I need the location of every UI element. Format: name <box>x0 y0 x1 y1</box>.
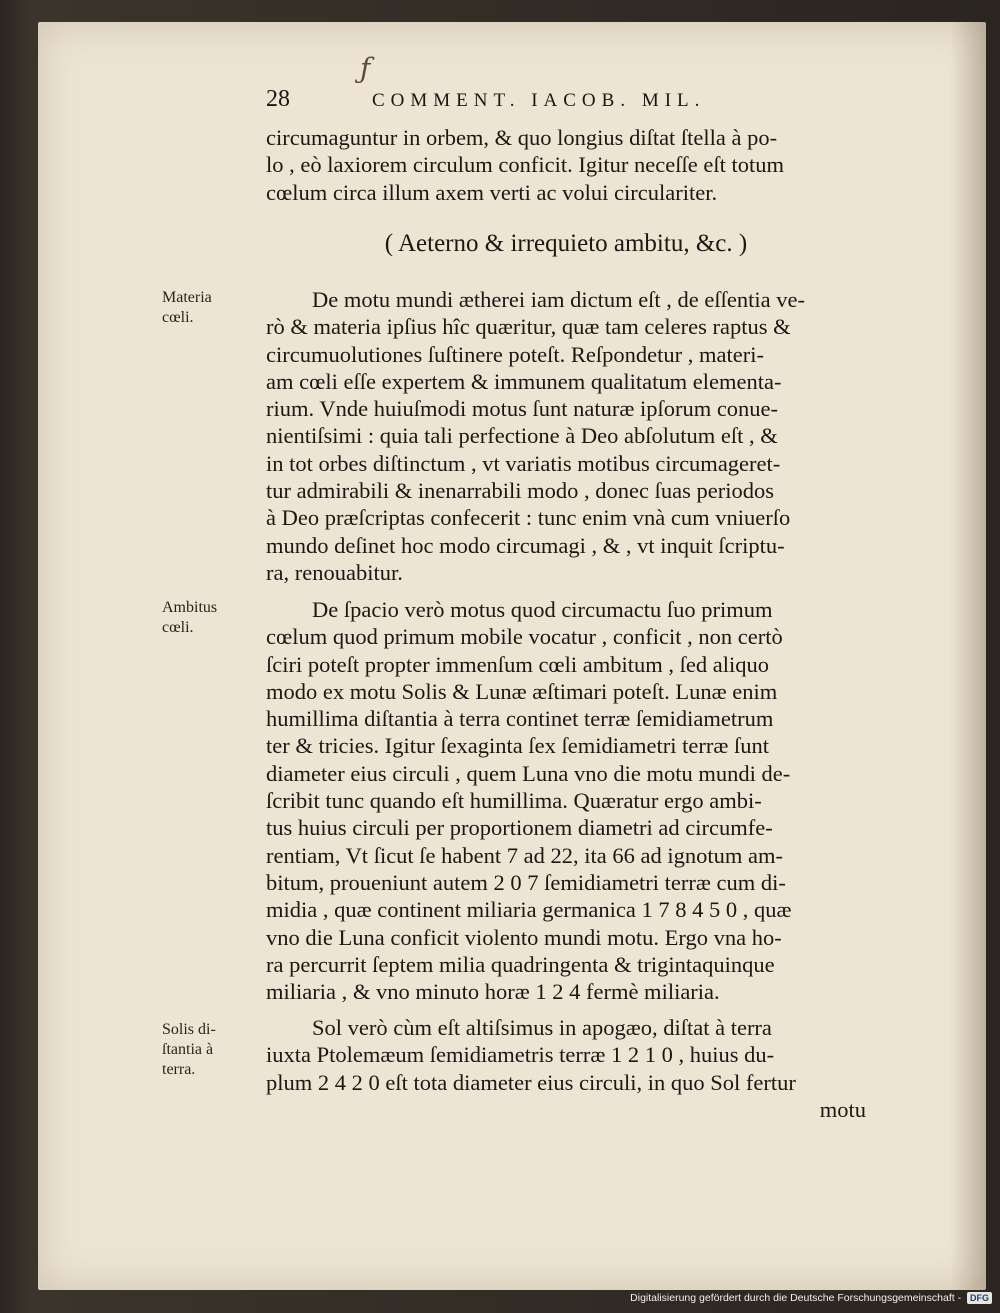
text-line: circumaguntur in orbem, & quo longius diſtat ſtella à po- <box>266 125 778 150</box>
text-line: ſciri poteſt propter immenſum cœli ambitum , ſed aliquo <box>266 651 770 677</box>
paragraph-ambitus <box>266 596 866 1005</box>
footer-text: Digitalisierung gefördert durch die Deutsche Forschungsgemeinschaft - <box>630 1292 962 1304</box>
text-line: in tot orbes diſtinctum , vt variatis motibus circumageret- <box>266 450 781 476</box>
running-head: COMMENT. IACOB. MIL. <box>372 90 706 111</box>
margin-note-line: Solis di- <box>162 1021 216 1038</box>
text-line: iuxta Ptolemæum ſemidiametris terræ 1 2 1 0 , huius du- <box>266 1042 775 1068</box>
margin-note-materia <box>162 288 262 328</box>
text-line: nientiſsimi : quia tali perfectione à Deo abſolutum eſt , & <box>266 423 778 449</box>
text-line: circumuolutiones ſuſtinere poteſt. Reſpondetur , materi- <box>266 341 764 367</box>
ink-mark: ƒ <box>360 52 371 85</box>
text-line: mundo deſinet hoc modo circumagi , & , vt inquit ſcriptu- <box>266 532 785 558</box>
text-line: ra percurrit ſeptem milia quadringenta & trigintaquinque <box>266 951 775 977</box>
digitization-footer <box>612 1292 992 1310</box>
text-line: rò & materia ipſius hîc quæritur, quæ tam celeres raptus & <box>266 314 791 340</box>
margin-note-solis <box>162 1020 262 1080</box>
text-line: à Deo præſcriptas confecerit : tunc enim vnà cum vniuerſo <box>266 505 791 531</box>
text-line: plum 2 4 2 0 eſt tota diameter eius circuli, in quo Sol fertur <box>266 1069 796 1095</box>
paragraph-materia <box>266 286 866 586</box>
text-line: tus huius circuli per proportionem diametri ad circumfe- <box>266 815 773 841</box>
page-gutter-shadow <box>950 22 986 1290</box>
text-line: De motu mundi ætherei iam dictum eſt , de eſſentia ve- <box>312 287 805 312</box>
margin-note-line: Ambitus <box>162 599 218 616</box>
text-line: vno die Luna conficit violento mundi motu. Ergo vna ho- <box>266 924 782 950</box>
text-line: midia , quæ continent miliaria germanica 1 7 8 4 5 0 , quæ <box>266 897 792 923</box>
text-line: De ſpacio verò motus quod circumactu ſuo primum <box>312 597 773 622</box>
text-line: cœlum circa illum axem verti ac volui circulariter. <box>266 179 718 205</box>
text-line: bitum, proueniunt autem 2 0 7 ſemidiametri terræ cum di- <box>266 869 786 895</box>
text-line: miliaria , & vno minuto horæ 1 2 4 fermè miliaria. <box>266 979 720 1005</box>
text-line: Sol verò cùm eſt altiſsimus in apogæo, diſtat à terra <box>312 1015 772 1040</box>
margin-note-line: ſtantia à <box>162 1041 214 1058</box>
text-line: modo ex motu Solis & Lunæ æſtimari poteſt. Lunæ enim <box>266 678 778 704</box>
text-line: humillima diſtantia à terra continet terræ ſemidiametrum <box>266 706 774 732</box>
text-line: diameter eius circuli , quem Luna vno die motu mundi de- <box>266 760 791 786</box>
text-line: ra, renouabitur. <box>266 559 403 585</box>
margin-note-line: cœli. <box>162 619 194 636</box>
margin-note-line: cœli. <box>162 309 194 326</box>
text-line: tur admirabili & inenarrabili modo , donec ſuas periodos <box>266 478 774 504</box>
margin-note-ambitus <box>162 598 262 638</box>
dfg-logo: DFG <box>967 1292 992 1304</box>
page-number: 28 <box>266 86 290 112</box>
text-line: lo , eò laxiorem circulum conficit. Igitur neceſſe eſt totum <box>266 152 784 178</box>
text-line: ſcribit tunc quando eſt humillima. Quæratur ergo ambi- <box>266 788 762 814</box>
margin-note-line: Materia <box>162 289 212 306</box>
margin-note-line: terra. <box>162 1061 196 1078</box>
text-line: rentiam, Vt ſicut ſe habent 7 ad 22, ita 66 ad ignotum am- <box>266 842 783 868</box>
text-line: am cœli eſſe expertem & immunem qualitatum elementa- <box>266 368 782 394</box>
section-heading: ( Aeterno & irrequieto ambitu, &c. ) <box>384 230 748 257</box>
text-line: ter & tricies. Igitur ſexaginta ſex ſemidiametri terræ ſunt <box>266 733 769 759</box>
opening-paragraph <box>266 124 866 206</box>
catchword: motu <box>819 1096 866 1122</box>
text-line: rium. Vnde huiuſmodi motus ſunt naturæ ipſorum conue- <box>266 396 779 422</box>
text-line: cœlum quod primum mobile vocatur , conficit , non certò <box>266 624 783 650</box>
paragraph-solis <box>266 1014 866 1123</box>
page-header <box>266 86 846 116</box>
